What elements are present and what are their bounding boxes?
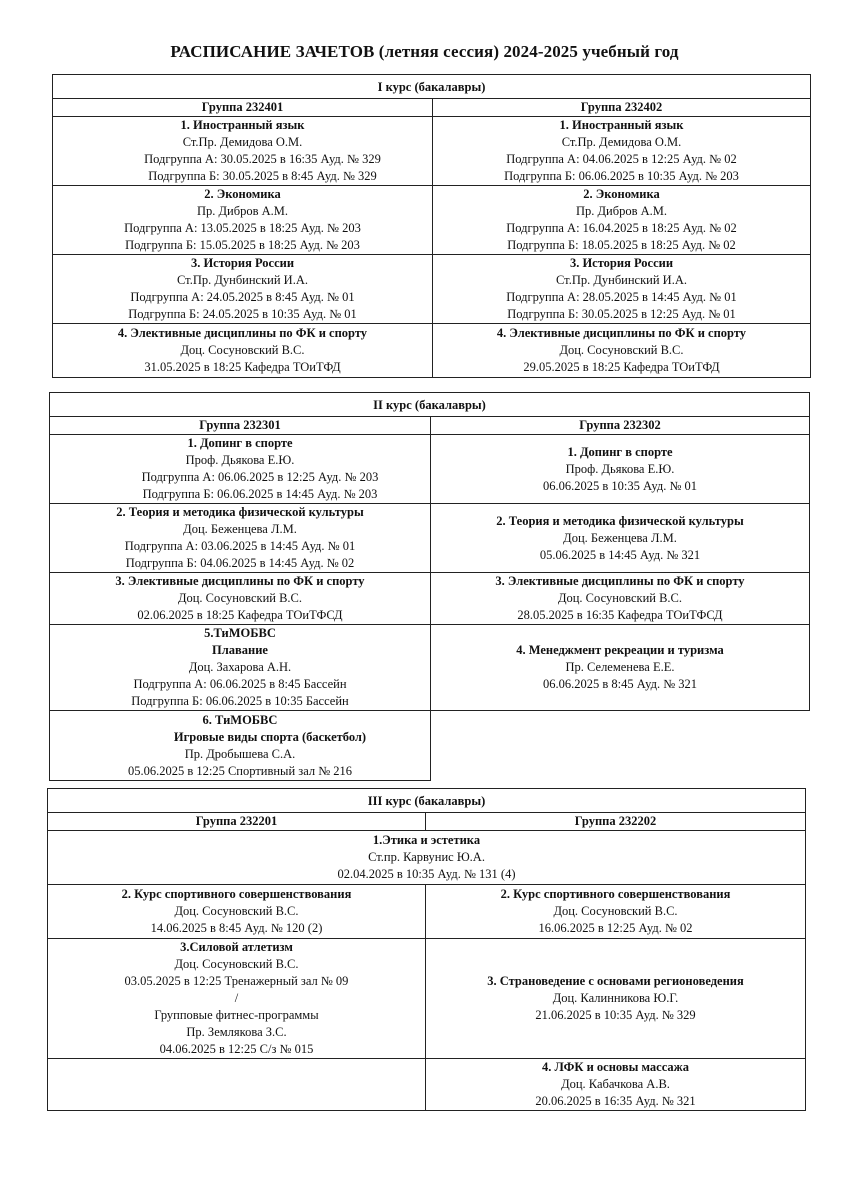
subject-title: 1. Иностранный язык	[180, 118, 305, 132]
subject-title: 3. Элективные дисциплины по ФК и спорту	[115, 574, 365, 588]
schedule-line: 02.06.2025 в 18:25 Кафедра ТОиТФСД	[137, 608, 343, 622]
schedule-line: Пр. Дибров А.М.	[196, 204, 289, 218]
schedule-line: Подгруппа А: 28.05.2025 в 14:45 Ауд. № 01	[506, 290, 737, 304]
course-2-table	[49, 392, 810, 781]
course-3-table	[47, 788, 806, 1111]
schedule-line: 16.06.2025 в 12:25 Ауд. № 02	[538, 921, 693, 935]
subject-title: 2. Курс спортивного совершенствования	[500, 887, 731, 901]
schedule-line: Пр. Землякова З.С.	[186, 1025, 287, 1039]
course-2-heading: II курс (бакалавры)	[50, 393, 810, 417]
schedule-line: Подгруппа А: 03.06.2025 в 14:45 Ауд. № 01	[124, 539, 356, 553]
subject-title: 4. Элективные дисциплины по ФК и спорту	[117, 326, 368, 340]
schedule-line: 06.06.2025 в 10:35 Ауд. № 01	[542, 478, 698, 493]
schedule-line: Подгруппа А: 06.06.2025 в 8:45 Бассейн	[133, 677, 347, 691]
subject-title: 4. Менеджмент рекреации и туризма	[516, 643, 724, 657]
schedule-line: 21.06.2025 в 10:35 Ауд. № 329	[535, 1008, 696, 1022]
c2-g1-subject-5	[50, 625, 431, 711]
schedule-line: 06.06.2025 в 8:45 Ауд. № 321	[542, 677, 698, 691]
subject-title: 1. Допинг в спорте	[187, 436, 293, 450]
schedule-line: Доц. Сосуновский В.С.	[174, 904, 299, 918]
subject-title: 3. История России	[569, 256, 674, 270]
schedule-line: 05.06.2025 в 14:45 Ауд. № 321	[539, 547, 701, 562]
schedule-line: Подгруппа А: 04.06.2025 в 12:25 Ауд. № 02	[506, 152, 737, 166]
subject-title: 1. Допинг в спорте	[567, 444, 673, 459]
subject-title: 4. Элективные дисциплины по ФК и спорту	[496, 326, 747, 340]
schedule-line: Ст.пр. Карвунис Ю.А.	[368, 850, 485, 864]
subject-title: 2. Курс спортивного совершенствования	[121, 887, 352, 901]
c3-g2-subject-4	[426, 1059, 806, 1111]
schedule-line: 03.05.2025 в 12:25 Тренажерный зал № 09	[124, 974, 349, 988]
group-232402-header: Группа 232402	[433, 99, 811, 117]
schedule-line: Подгруппа Б: 06.06.2025 в 14:45 Ауд. № 203	[142, 487, 378, 501]
schedule-line: Подгруппа Б: 24.05.2025 в 10:35 Ауд. № 01	[128, 307, 357, 321]
c3-g2-subject-3	[426, 939, 806, 1059]
schedule-line: 05.06.2025 в 12:25 Спортивный зал № 216	[127, 763, 353, 778]
c1-g2-subject-1	[433, 117, 811, 186]
c2-g1-subject-1	[50, 435, 431, 504]
schedule-line: Доц. Кабачкова А.В.	[561, 1077, 670, 1091]
schedule-line: Доц. Сосуновский В.С.	[553, 904, 678, 918]
schedule-line: 29.05.2025 в 18:25 Кафедра ТОиТФД	[523, 360, 720, 374]
c2-g1-subject-6	[50, 711, 431, 781]
schedule-line: Подгруппа А: 13.05.2025 в 18:25 Ауд. № 203	[124, 221, 361, 235]
course-1-table	[52, 74, 811, 378]
c2-g2-subject-1	[431, 435, 810, 504]
subject-title: Плавание	[212, 643, 268, 657]
schedule-line: Подгруппа Б: 18.05.2025 в 18:25 Ауд. № 02	[507, 238, 736, 252]
schedule-line: 14.06.2025 в 8:45 Ауд. № 120 (2)	[150, 921, 323, 935]
schedule-line: Доц. Калинникова Ю.Г.	[552, 991, 679, 1005]
c2-g2-empty	[431, 711, 810, 781]
schedule-line: Подгруппа Б: 06.06.2025 в 10:35 Бассейн	[131, 694, 349, 708]
subject-title: 4. ЛФК и основы массажа	[542, 1060, 689, 1074]
c2-g1-subject-3	[50, 573, 431, 625]
schedule-line: Ст.Пр. Демидова О.М.	[561, 135, 682, 149]
group-232202-header: Группа 232202	[426, 813, 806, 831]
c2-g2-subject-4	[431, 625, 810, 711]
schedule-line: Доц. Сосуновский В.С.	[557, 591, 683, 605]
schedule-line: Ст.Пр. Дунбинский И.А.	[177, 273, 308, 287]
subject-title: 3.Силовой атлетизм	[180, 940, 293, 954]
subject-title: 1.Этика и эстетика	[372, 833, 481, 847]
group-232302-header: Группа 232302	[431, 417, 810, 435]
schedule-line: Доц. Сосуновский В.С.	[177, 591, 303, 605]
subject-title: 3. Страноведение с основами регионоведения	[487, 974, 744, 988]
c1-g1-subject-1	[53, 117, 433, 186]
c1-g2-subject-2	[433, 186, 811, 255]
c1-g1-subject-4	[53, 324, 433, 378]
group-232401-header: Группа 232401	[53, 99, 433, 117]
c3-g1-empty	[48, 1059, 426, 1111]
subject-title: 2. Теория и методика физической культуры	[116, 505, 364, 519]
schedule-line: Групповые фитнес-программы	[154, 1008, 319, 1022]
c2-g2-subject-3	[431, 573, 810, 625]
schedule-line: Проф. Дьякова Е.Ю.	[565, 461, 675, 476]
c1-g1-subject-3	[53, 255, 433, 324]
schedule-line: Пр. Селеменева Е.Е.	[565, 660, 675, 674]
c3-g2-subject-2	[426, 885, 806, 939]
schedule-line: Проф. Дьякова Е.Ю.	[185, 453, 295, 467]
schedule-line: Подгруппа Б: 30.05.2025 в 8:45 Ауд. № 329	[148, 169, 377, 183]
subject-title: 6. ТиМОБВС	[202, 712, 278, 727]
c1-g1-subject-2	[53, 186, 433, 255]
schedule-line: Доц. Беженцева Л.М.	[183, 522, 297, 536]
subject-title: Игровые виды спорта (баскетбол)	[173, 729, 367, 744]
schedule-line: Подгруппа Б: 04.06.2025 в 14:45 Ауд. № 02	[125, 556, 355, 570]
subject-title: 2. Экономика	[583, 187, 660, 201]
schedule-line: 02.04.2025 в 10:35 Ауд. № 131 (4)	[337, 867, 516, 881]
schedule-line: Подгруппа А: 30.05.2025 в 16:35 Ауд. № 329	[144, 152, 381, 166]
schedule-line: Подгруппа А: 24.05.2025 в 8:45 Ауд. № 01	[130, 290, 355, 304]
course-3-heading: III курс (бакалавры)	[48, 789, 806, 813]
c3-g1-subject-3	[48, 939, 426, 1059]
schedule-line: Доц. Захарова А.Н.	[188, 660, 292, 674]
schedule-line: 04.06.2025 в 12:25 С/з № 015	[159, 1042, 314, 1056]
subject-title: 5.ТиМОБВС	[204, 626, 276, 640]
schedule-line: Ст.Пр. Дунбинский И.А.	[556, 273, 687, 287]
schedule-line: /	[234, 991, 239, 1005]
schedule-line: Подгруппа А: 06.06.2025 в 12:25 Ауд. № 203	[141, 470, 379, 484]
subject-title: 2. Теория и методика физической культуры	[496, 513, 744, 528]
subject-title: 1. Иностранный язык	[559, 118, 684, 132]
c2-g2-subject-2	[431, 504, 810, 573]
schedule-line: Доц. Беженцева Л.М.	[563, 530, 677, 545]
c1-g2-subject-4	[433, 324, 811, 378]
schedule-line: Пр. Дибров А.М.	[575, 204, 668, 218]
schedule-line: Ст.Пр. Демидова О.М.	[182, 135, 303, 149]
schedule-line: 31.05.2025 в 18:25 Кафедра ТОиТФД	[144, 360, 341, 374]
schedule-line: Доц. Сосуновский В.С.	[559, 343, 684, 357]
schedule-line: Пр. Дробышева С.А.	[184, 746, 296, 761]
schedule-line: 28.05.2025 в 16:35 Кафедра ТОиТФСД	[517, 608, 723, 622]
schedule-line: Доц. Сосуновский В.С.	[180, 343, 305, 357]
schedule-line: Подгруппа А: 16.04.2025 в 18:25 Ауд. № 02	[506, 221, 737, 235]
course-1-heading: I курс (бакалавры)	[53, 75, 811, 99]
c3-g1-subject-2	[48, 885, 426, 939]
page-title: РАСПИСАНИЕ ЗАЧЕТОВ (летняя сессия) 2024-2025 учебный год	[170, 42, 679, 61]
schedule-line: Подгруппа Б: 15.05.2025 в 18:25 Ауд. № 203	[125, 238, 360, 252]
schedule-line: Доц. Сосуновский В.С.	[174, 957, 299, 971]
schedule-line: 20.06.2025 в 16:35 Ауд. № 321	[535, 1094, 696, 1108]
c2-g1-subject-2	[50, 504, 431, 573]
group-232301-header: Группа 232301	[50, 417, 431, 435]
subject-title: 2. Экономика	[204, 187, 281, 201]
c1-g2-subject-3	[433, 255, 811, 324]
c3-shared-subject-1	[48, 831, 806, 885]
subject-title: 3. История России	[190, 256, 295, 270]
schedule-line: Подгруппа Б: 30.05.2025 в 12:25 Ауд. № 01	[507, 307, 736, 321]
group-232201-header: Группа 232201	[48, 813, 426, 831]
schedule-line: Подгруппа Б: 06.06.2025 в 10:35 Ауд. № 203	[504, 169, 739, 183]
subject-title: 3. Элективные дисциплины по ФК и спорту	[495, 574, 745, 588]
